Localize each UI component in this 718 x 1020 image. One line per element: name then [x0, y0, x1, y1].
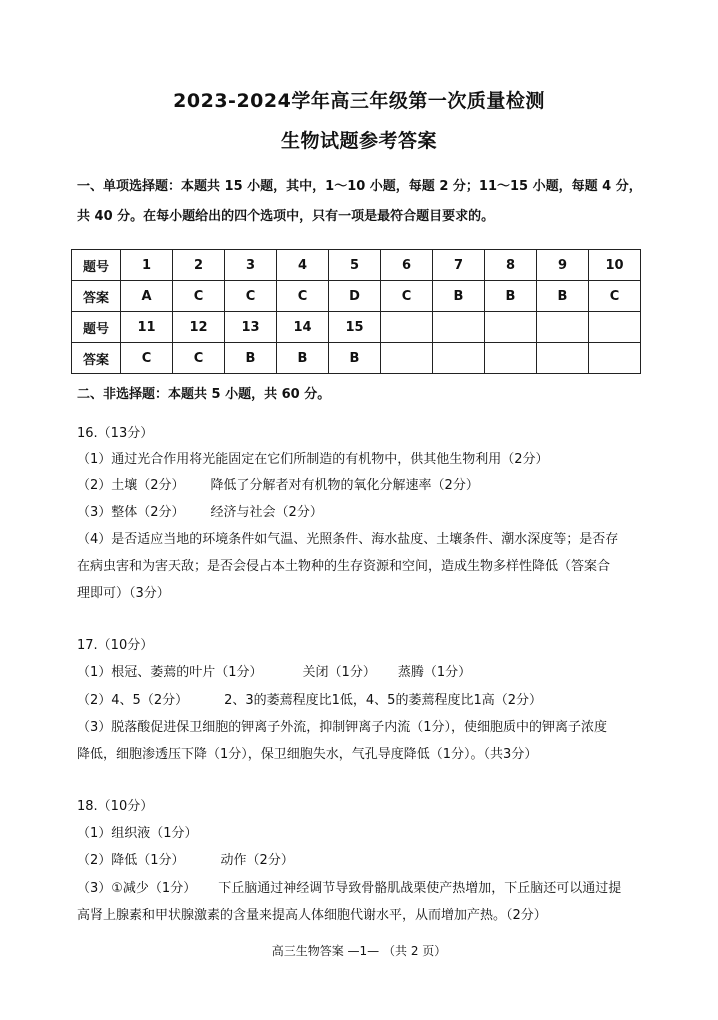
- table-row: [72, 312, 641, 343]
- q18-answer-3b: 下丘脑通过神经调节导致骨骼肌战栗使产热增加，下丘脑还可以通过提: [218, 881, 622, 896]
- section1-line2: 共 40 分。在每小题给出的四个选项中，只有一项是最符合题目要求的。: [77, 209, 495, 224]
- q17-heading: 17.（10分）: [77, 638, 154, 653]
- q18-answer-3: [77, 877, 621, 896]
- table-cell: 4: [277, 250, 329, 281]
- table-cell: [381, 312, 433, 343]
- table-cell: 2: [173, 250, 225, 281]
- table-cell: [537, 343, 589, 374]
- q16-answer-3b: 经济与社会（2分）: [210, 505, 323, 520]
- q17-answer-2a: （2）4、5（2分）: [77, 693, 189, 708]
- table-cell: [381, 343, 433, 374]
- q16-answer-2b: 降低了分解者对有机物的氧化分解速率（2分）: [210, 478, 479, 493]
- table-cell: [485, 343, 537, 374]
- table-row: [72, 343, 641, 374]
- table-cell: 7: [433, 250, 485, 281]
- table-cell: C: [121, 343, 173, 374]
- table-row-label: 题号: [72, 312, 121, 343]
- table-cell: 1: [121, 250, 173, 281]
- table-cell: [485, 312, 537, 343]
- section2-heading: 二、非选择题：本题共 5 小题，共 60 分。: [77, 387, 331, 402]
- q16-answer-1: （1）通过光合作用将光能固定在它们所制造的有机物中，供其他生物利用（2分）: [77, 452, 549, 467]
- q18-answer-2b: 动作（2分）: [220, 853, 294, 868]
- table-cell: B: [537, 281, 589, 312]
- table-cell: D: [329, 281, 381, 312]
- table-cell: B: [485, 281, 537, 312]
- table-row: [72, 250, 641, 281]
- table-cell: C: [173, 343, 225, 374]
- q18-answer-1: （1）组织液（1分）: [77, 826, 198, 841]
- q17-answer-2: [77, 689, 542, 708]
- table-cell: 5: [329, 250, 381, 281]
- document-title: 2023-2024学年高三年级第一次质量检测: [173, 90, 545, 112]
- q17-answer-3-cont: 降低，细胞渗透压下降（1分），保卫细胞失水，气孔导度降低（1分）。（共3分）: [77, 747, 538, 762]
- table-cell: C: [381, 281, 433, 312]
- q18-answer-3-cont: 高肾上腺素和甲状腺激素的含量来提高人体细胞代谢水平，从而增加产热。（2分）: [77, 908, 547, 923]
- q18-answer-2: [77, 849, 294, 868]
- table-row-label: 答案: [72, 343, 121, 374]
- table-row-label: 题号: [72, 250, 121, 281]
- q16-answer-3: [77, 501, 323, 520]
- q16-answer-2a: （2）土壤（2分）: [77, 478, 185, 493]
- table-cell: [589, 343, 641, 374]
- q17-answer-1: [77, 661, 471, 680]
- table-cell: B: [433, 281, 485, 312]
- table-cell: 15: [329, 312, 381, 343]
- q16-answer-3a: （3）整体（2分）: [77, 505, 185, 520]
- table-cell: 9: [537, 250, 589, 281]
- table-cell: [537, 312, 589, 343]
- q18-answer-3a: （3）①减少（1分）: [77, 881, 197, 896]
- answer-table: [71, 249, 641, 374]
- table-cell: 10: [589, 250, 641, 281]
- table-cell: C: [277, 281, 329, 312]
- table-row-label: 答案: [72, 281, 121, 312]
- table-cell: C: [173, 281, 225, 312]
- page-footer: 高三生物答案 —1— （共 2 页）: [271, 944, 447, 958]
- table-cell: 14: [277, 312, 329, 343]
- table-cell: B: [225, 343, 277, 374]
- q17-answer-3: （3）脱落酸促进保卫细胞的钾离子外流，抑制钾离子内流（1分），使细胞质中的钾离子浓度: [77, 720, 608, 735]
- table-cell: 11: [121, 312, 173, 343]
- table-cell: 13: [225, 312, 277, 343]
- q17-answer-1c: 蒸腾（1分）: [397, 665, 472, 680]
- table-cell: B: [329, 343, 381, 374]
- table-cell: C: [589, 281, 641, 312]
- table-cell: C: [225, 281, 277, 312]
- table-cell: 6: [381, 250, 433, 281]
- table-row: [72, 281, 641, 312]
- table-cell: [589, 312, 641, 343]
- q17-answer-2b: 2、3的萎蔫程度比1低，4、5的萎蔫程度比1高（2分）: [224, 693, 542, 708]
- q17-answer-1a: （1）根冠、萎蔫的叶片（1分）: [77, 665, 263, 680]
- q16-heading: 16.（13分）: [77, 426, 154, 441]
- q18-heading: 18.（10分）: [77, 799, 154, 814]
- q18-answer-2a: （2）降低（1分）: [77, 853, 185, 868]
- table-cell: 12: [173, 312, 225, 343]
- q16-answer-4: （4）是否适应当地的环境条件如气温、光照条件、海水盐度、土壤条件、潮水深度等；是否存: [77, 532, 619, 547]
- document-subtitle: 生物试题参考答案: [280, 130, 437, 152]
- q17-answer-1b: 关闭（1分）: [302, 665, 376, 680]
- q16-answer-4-end: 理即可）（3分）: [77, 586, 170, 601]
- section1-line1: 一、单项选择题：本题共 15 小题，其中，1～10 小题，每题 2 分；11～15 小题，每题 4 分，: [77, 179, 642, 194]
- q16-answer-2: [77, 474, 479, 493]
- table-cell: 3: [225, 250, 277, 281]
- table-cell: [433, 343, 485, 374]
- table-cell: A: [121, 281, 173, 312]
- q16-answer-4-cont: 在病虫害和为害天敌；是否会侵占本土物种的生存资源和空间，造成生物多样性降低（答案合: [77, 559, 611, 574]
- table-cell: [433, 312, 485, 343]
- table-cell: 8: [485, 250, 537, 281]
- table-cell: B: [277, 343, 329, 374]
- section1-instructions: [77, 172, 649, 232]
